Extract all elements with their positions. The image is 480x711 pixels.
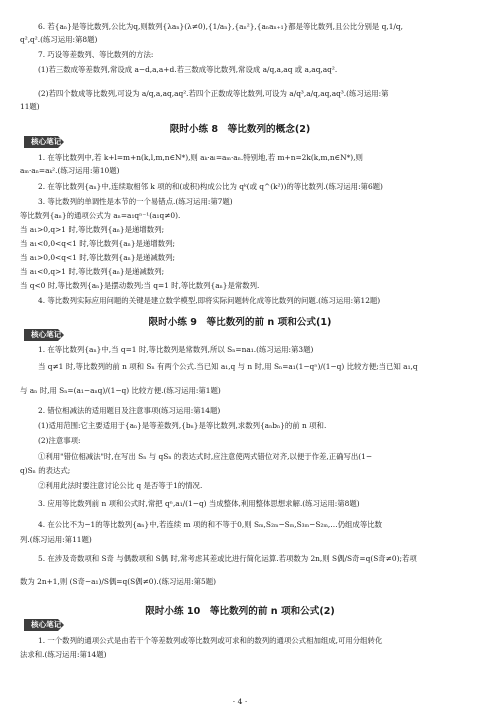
badge-label: 核心笔记 [31,330,62,339]
s9-line-10: 3. 应用等比数列前 n 项和公式时,常把 qⁿ,a₁/(1−q) 当成整体,利用整体思想求解.(练习运用:第8题) [38,499,360,508]
s9-line-5: (1)适用范围:它主要适用于{aₙ}是等差数列,{bₙ}是等比数列,求数列{aₙbₙ}的前 n 项和. [38,421,327,430]
s9-line-8: q)Sₙ 的表达式; [20,466,71,475]
note-6-line-1: 6. 若{aₙ}是等比数列,公比为q,则数列{λaₙ}(λ≠0),{1/aₙ},{aₙ²},{aₙaₙ₊₁}都是等比数列,且公比分别是 q,1/q, [38,22,403,31]
s9-line-12: 列.(练习运用:第11题) [20,535,92,544]
s10-line-2: 法求和.(练习运用:第14题) [20,650,107,659]
s8-line-6: 当 a₁>0,q>1 时,等比数列{aₙ}是递增数列; [20,225,165,234]
s8-line-4: 3. 等比数列的单调性是本节的一个易错点.(练习运用:第7题) [38,197,233,206]
s8-line-8: 当 a₁>0,0<q<1 时,等比数列{aₙ}是递减数列; [20,253,175,262]
section-title-9: 限时小练 9 等比数列的前 n 项和公式(1) [148,317,332,328]
s9-line-2: 当 q≠1 时,等比数列的前 n 项和 Sₙ 有两个公式.当已知 a₁,q 与 n 时,用 Sₙ=a₁(1−qⁿ)/(1−q) 比较方便;当已知 a₁,q [38,362,418,371]
s9-line-4: 2. 错位相减法的适用题目及注意事项(练习运用:第14题) [38,406,221,415]
core-notes-badge [24,136,64,148]
s8-line-7: 当 a₁<0,0<q<1 时,等比数列{aₙ}是递增数列; [20,239,175,248]
s9-line-9: ②利用此法时要注意讨论公比 q 是否等于1的情况. [38,481,203,490]
core-notes-badge [24,329,64,341]
note-7-heading: 7. 巧设等差数列、等比数列的方法: [38,50,154,59]
s9-line-6: (2)注意事项: [38,436,81,445]
s8-line-10: 当 q<0 时,等比数列{aₙ}是摆动数列;当 q=1 时,等比数列{aₙ}是常数列. [20,281,260,290]
badge-label: 核心笔记 [31,137,62,146]
s8-line-5: 等比数列{aₙ}的通项公式为 aₙ=a₁qⁿ⁻¹(a₁q≠0). [20,211,181,220]
section-title-10: 限时小练 10 等比数列的前 n 项和公式(2) [145,606,335,617]
page-number: · 4 · [232,697,248,706]
core-notes-badge [24,619,64,631]
badge-label: 核心笔记 [31,620,62,629]
s8-line-11: 4. 等比数列实际应用问题的关键是建立数学模型,即将实际问题转化成等比数列的问题.(练习运用:第12题) [38,296,381,305]
note-7-item-1: (1)若三数成等差数列,常设成 a−d,a,a+d.若三数成等比数列,常设成 a/q,a,aq 或 a,aq,aq². [38,65,338,74]
s9-line-13: 5. 在涉及奇数项和 S奇 与偶数项和 S偶 时,常考虑其差或比进行简化运算.若项数为 2n,则 S偶/S奇=q(S奇≠0);若项 [38,554,417,563]
s10-line-1: 1. 一个数列的通项公式是由若干个等差数列或等比数列或可求和的数列的通项公式相加组成,可用分组转化 [38,636,383,645]
s9-line-7: ①利用"错位相减法"时,在写出 Sₙ 与 qSₙ 的表达式时,应注意使两式错位对齐,以便于作差,正确写出(1− [38,452,373,461]
s9-line-14: 数为 2n+1,则 (S奇−a₁)/S偶=q(S偶≠0).(练习运用:第5题) [20,577,216,586]
note-7-item-2-line-1: (2)若四个数成等比数列,可设为 a/q,a,aq,aq².若四个正数成等比数列,可设为 a/q³,a/q,aq,aq³.(练习运用:第 [38,89,389,98]
s8-line-3: 2. 在等比数列{aₙ}中,连续取相邻 k 项的和(或积)构成公比为 qᵏ(或 q^(k²))的等比数列.(练习运用:第6题) [38,182,383,191]
s9-line-3: 与 aₙ 时,用 Sₙ=(a₁−aₙq)/(1−q) 比较方便.(练习运用:第1题) [20,386,221,395]
note-6-line-2: q²,q².(练习运用:第8题) [20,35,98,44]
s8-line-2: aₘ·aₙ=aₖ².(练习运用:第10题) [20,166,120,175]
s9-line-11: 4. 在公比不为−1的等比数列{aₙ}中,若连续 m 项的和不等于0,则 Sₘ,S₂ₘ−Sₘ,S₃ₘ−S₂ₘ,…仍组成等比数 [38,520,382,529]
s8-line-1: 1. 在等比数列中,若 k+l=m+n(k,l,m,n∈N*),则 aₖ·aₗ=aₘ·aₙ.特别地,若 m+n=2k(k,m,n∈N*),则 [38,153,363,162]
section-title-8: 限时小练 8 等比数列的概念(2) [169,124,311,135]
note-7-item-2-line-2: 11题) [20,102,40,111]
s9-line-1: 1. 在等比数列{aₙ}中,当 q=1 时,等比数列是常数列,所以 Sₙ=na₁.(练习运用:第3题) [38,345,314,354]
s8-line-9: 当 a₁<0,q>1 时,等比数列{aₙ}是递减数列; [20,267,165,276]
